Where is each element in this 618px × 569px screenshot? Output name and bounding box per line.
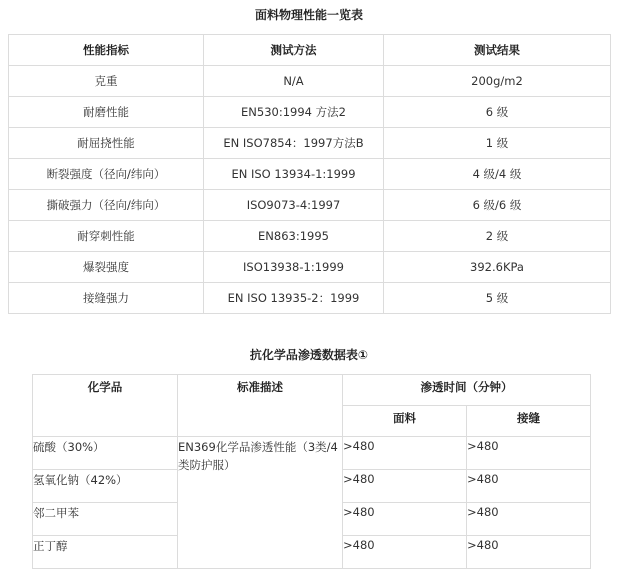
cell-fabric: >480: [343, 536, 467, 569]
cell-chemical: 硫酸（30%）: [33, 437, 178, 470]
header-fabric: 面料: [343, 406, 467, 437]
cell-chemical: 正丁醇: [33, 536, 178, 569]
cell-seam: >480: [467, 536, 591, 569]
cell-fabric: >480: [343, 503, 467, 536]
chemical-permeation-table: [32, 374, 591, 569]
cell-method: EN ISO 13934-1:1999: [204, 159, 384, 190]
header-permeation-time: 渗透时间（分钟）: [343, 375, 591, 406]
cell-property: 克重: [9, 66, 204, 97]
table-row: [9, 283, 611, 314]
table-header-row: [33, 375, 591, 406]
cell-method: EN ISO 13935-2：1999: [204, 283, 384, 314]
cell-result: 392.6KPa: [384, 252, 611, 283]
cell-seam: >480: [467, 437, 591, 470]
cell-property: 接缝强力: [9, 283, 204, 314]
table-row: [9, 97, 611, 128]
cell-method: EN ISO7854：1997方法B: [204, 128, 384, 159]
cell-chemical: 邻二甲苯: [33, 503, 178, 536]
table-row: [9, 128, 611, 159]
cell-property: 爆裂强度: [9, 252, 204, 283]
header-property: 性能指标: [9, 35, 204, 66]
header-result: 测试结果: [384, 35, 611, 66]
table-row: [9, 221, 611, 252]
table-row: [9, 159, 611, 190]
cell-method: EN530:1994 方法2: [204, 97, 384, 128]
cell-result: 2 级: [384, 221, 611, 252]
table2-title: 抗化学品渗透数据表①: [249, 348, 369, 362]
table-row: [9, 252, 611, 283]
cell-chemical: 氢氧化钠（42%）: [33, 470, 178, 503]
table-header-row: [9, 35, 611, 66]
cell-property: 撕破强力（径向/纬向）: [9, 190, 204, 221]
header-chemical: 化学品: [33, 375, 178, 437]
cell-seam: >480: [467, 503, 591, 536]
cell-method: N/A: [204, 66, 384, 97]
cell-method: ISO13938-1:1999: [204, 252, 384, 283]
cell-property: 断裂强度（径向/纬向）: [9, 159, 204, 190]
header-method: 测试方法: [204, 35, 384, 66]
table-row: [9, 190, 611, 221]
cell-result: 6 级/6 级: [384, 190, 611, 221]
cell-result: 1 级: [384, 128, 611, 159]
table-row: [33, 437, 591, 470]
cell-fabric: >480: [343, 437, 467, 470]
physical-properties-table: [8, 34, 611, 314]
cell-method: ISO9073-4:1997: [204, 190, 384, 221]
cell-property: 耐穿刺性能: [9, 221, 204, 252]
header-seam: 接缝: [467, 406, 591, 437]
cell-seam: >480: [467, 470, 591, 503]
cell-property: 耐磨性能: [9, 97, 204, 128]
cell-method: EN863:1995: [204, 221, 384, 252]
table1-title: 面料物理性能一览表: [254, 8, 363, 22]
cell-result: 4 级/4 级: [384, 159, 611, 190]
cell-standard-description: EN369化学品渗透性能（3类/4类防护服）: [178, 437, 343, 569]
cell-result: 200g/m2: [384, 66, 611, 97]
cell-property: 耐屈挠性能: [9, 128, 204, 159]
cell-result: 6 级: [384, 97, 611, 128]
table-row: [9, 66, 611, 97]
cell-result: 5 级: [384, 283, 611, 314]
cell-fabric: >480: [343, 470, 467, 503]
header-standard: 标准描述: [178, 375, 343, 437]
